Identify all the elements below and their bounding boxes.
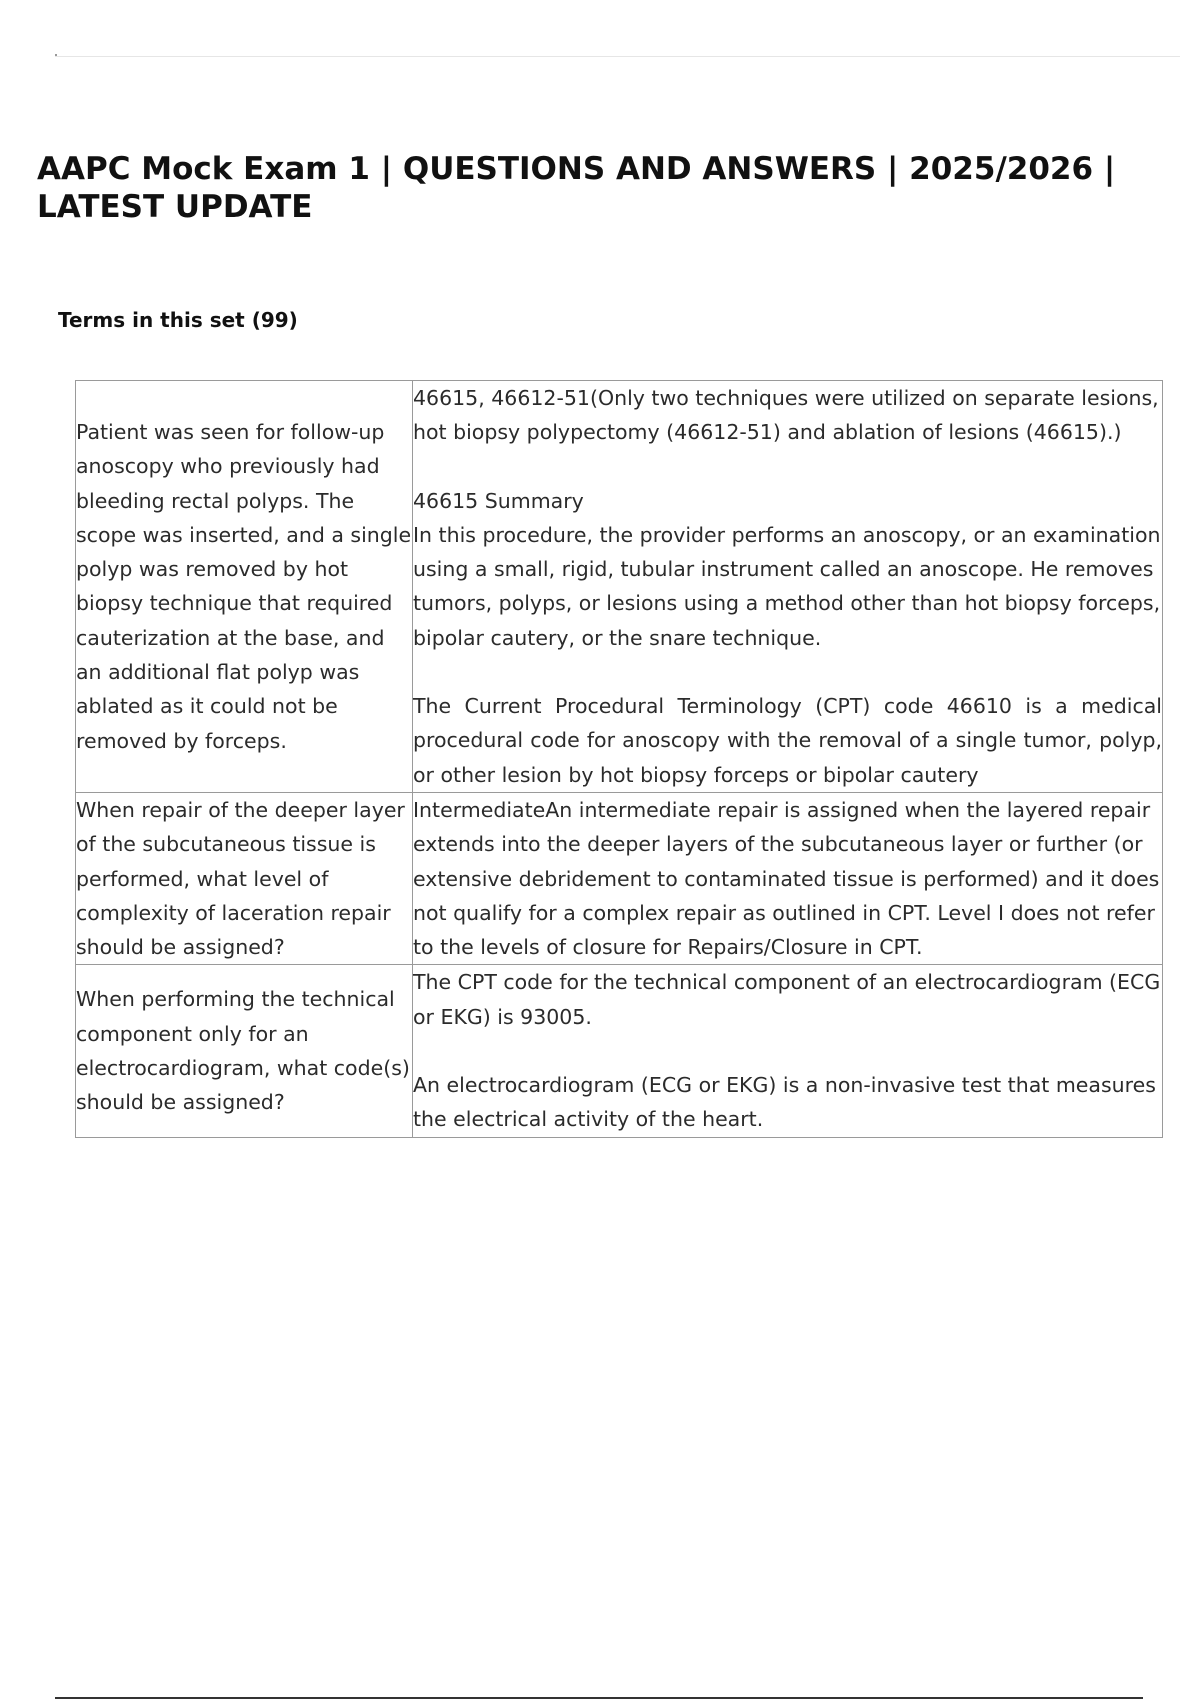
footer-divider	[55, 1697, 1143, 1699]
qa-table	[75, 380, 1163, 1138]
answer-cell	[413, 792, 1163, 964]
table-row	[76, 792, 1163, 964]
question-cell: When repair of the deeper layer of the subcutaneous tissue is performed, what level of complexity of laceration repair should be assigned?	[76, 792, 413, 964]
answer-paragraph: IntermediateAn intermediate repair is assigned when the layered repair extends into the deeper layers of the subcutaneous layer or further (or extensive debridement to contaminated tissue is performed) and it does not qualify for a complex repair as outlined in CPT. Level I does not refer to the levels of closure for Repairs/Closure in CPT.	[413, 797, 1160, 960]
question-cell: When performing the technical component only for an electrocardiogram, what code(s) should be assigned?	[76, 965, 413, 1137]
answer-paragraph: The CPT code for the technical component of an electrocardiogram (ECG or EKG) is 93005.	[413, 970, 1161, 1029]
table-row	[76, 381, 1163, 793]
answer-paragraph: The Current Procedural Terminology (CPT) code 46610 is a medical procedural code for anoscopy with the removal of a single tumor, polyp, or other lesion by hot biopsy forceps or bipolar cautery	[413, 694, 1162, 787]
question-cell: Patient was seen for follow-up anoscopy who previously had bleeding rectal polyps. The scope was inserted, and a single polyp was removed by hot biopsy technique that required cauterization at the base, and an additional flat polyp was ablated as it could not be removed by forceps.	[76, 381, 413, 793]
answer-paragraph: 46615, 46612-51(Only two techniques were utilized on separate lesions, hot biopsy polypectomy (46612-51) and ablation of lesions (46615).)	[413, 386, 1159, 445]
answer-paragraph: 46615 Summary In this procedure, the provider performs an anoscopy, or an examination using a small, rigid, tubular instrument called an anoscope. He removes tumors, polyps, or lesions using a method other than hot biopsy forceps, bipolar cautery, or the snare technique.	[413, 488, 1161, 650]
document-title: AAPC Mock Exam 1 | QUESTIONS AND ANSWERS | 2025/2026 | LATEST UPDATE	[37, 151, 1116, 225]
answer-cell	[413, 965, 1163, 1137]
header-divider	[55, 56, 1180, 57]
terms-count-label: Terms in this set (99)	[58, 308, 298, 332]
answer-cell	[413, 381, 1163, 793]
answer-paragraph: An electrocardiogram (ECG or EKG) is a non-invasive test that measures the electrical activity of the heart.	[413, 1073, 1156, 1132]
table-row	[76, 965, 1163, 1137]
